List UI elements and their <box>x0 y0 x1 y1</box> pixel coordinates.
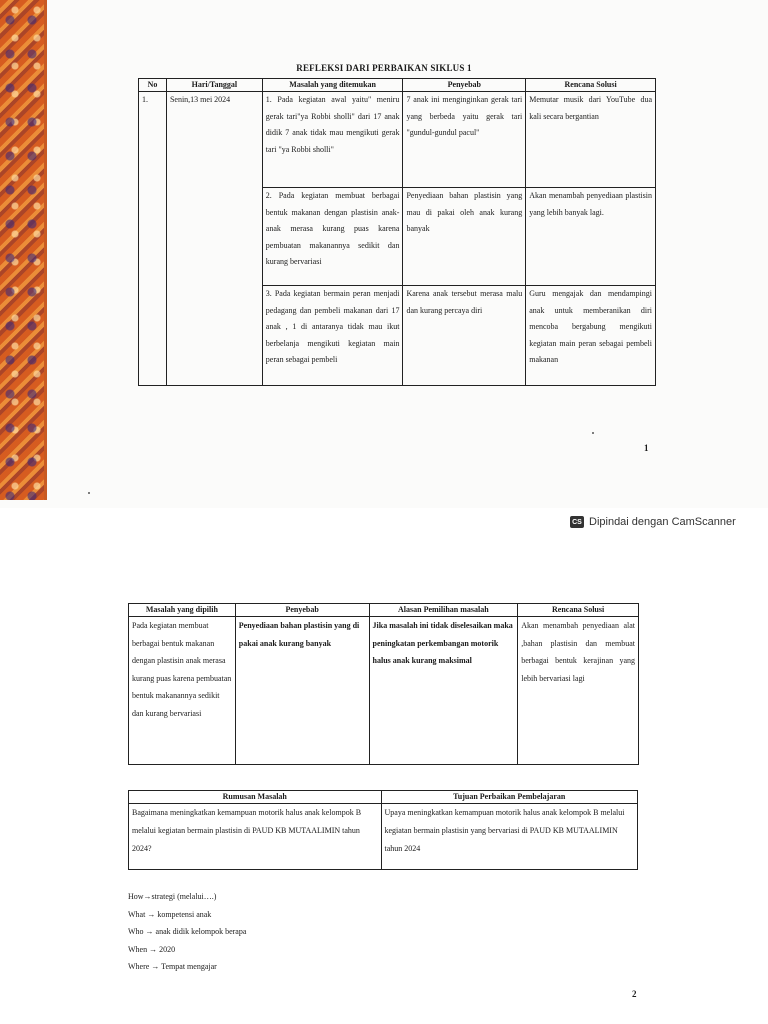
formulation-table <box>128 790 638 870</box>
note-how: How→strategi (melalui….) <box>128 892 217 901</box>
header-cause: Penyebab <box>403 79 526 92</box>
problem-cell: 1. Pada kegiatan awal yaitu" meniru gerak tari"ya Robbi sholli" dari 17 anak didik 7 anak tidak mau mengikuti gerak tari "ya Robbi sholli" <box>262 92 403 188</box>
header-formulation: Rumusan Masalah <box>129 791 382 804</box>
selected-problem-cell: Pada kegiatan membuat berbagai bentuk makanan dengan plastisin anak merasa kurang puas karena pembuatan bentuk makanannya sedikit dan kurang bervariasi <box>129 617 236 765</box>
row-number: 1. <box>139 92 167 386</box>
header-goal: Tujuan Perbaikan Pembelajaran <box>381 791 638 804</box>
table-header-row <box>129 791 638 804</box>
batik-border-image <box>0 0 44 500</box>
camscanner-label: Dipindai dengan CamScanner <box>589 516 736 528</box>
problem-cell: 3. Pada kegiatan bermain peran menjadi pedagang dan pembeli makanan dari 17 anak , 1 di antaranya tidak mau ikut berbelanja mengikuti kegiatan main peran sebagai pembeli <box>262 286 403 386</box>
header-no: No <box>139 79 167 92</box>
speck <box>88 492 90 494</box>
table-row <box>129 804 638 870</box>
speck <box>592 432 594 434</box>
problem-cell: 2. Pada kegiatan membuat berbagai bentuk makanan dengan plastisin anak-anak merasa kurang puas karena pembuatan makanannya sedikit dan kurang bervariasi <box>262 188 403 286</box>
header-problem: Masalah yang ditemukan <box>262 79 403 92</box>
reason-cell: Jika masalah ini tidak diselesaikan maka peningkatan perkembangan motorik halus anak kurang maksimal <box>369 617 518 765</box>
table-header-row <box>129 604 639 617</box>
cause-cell: Karena anak tersebut merasa malu dan kurang percaya diri <box>403 286 526 386</box>
header-selected-problem: Masalah yang dipilih <box>129 604 236 617</box>
camscanner-icon: CS <box>570 516 584 528</box>
scanned-page-1 <box>0 0 768 508</box>
notes-list <box>128 888 246 976</box>
header-solution: Rencana Solusi <box>526 79 656 92</box>
note-where: Where → Tempat mengajar <box>128 962 217 971</box>
page-number: 1 <box>644 443 649 453</box>
solution-cell: Akan menambah penyediaan alat ,bahan plastisin dan membuat berbagai bentuk kerajinan yang lebih bervariasi lagi <box>518 617 639 765</box>
page-edge <box>44 0 47 500</box>
row-date: Senin,13 mei 2024 <box>166 92 262 386</box>
scanned-page-2 <box>0 540 768 1024</box>
table-row <box>139 92 656 188</box>
note-when: When → 2020 <box>128 944 176 954</box>
solution-cell: Akan menambah penyediaan plastisin yang lebih banyak lagi. <box>526 188 656 286</box>
cause-cell: 7 anak ini menginginkan gerak tari yang berbeda yaitu gerak tari "gundul-gundul pacul" <box>403 92 526 188</box>
camscanner-watermark <box>570 516 736 528</box>
header-date: Hari/Tanggal <box>166 79 262 92</box>
solution-cell: Guru mengajak dan mendampingi anak untuk memberanikan diri mencoba bergabung mengikuti kegiatan main peran sebagai pembeli makanan <box>526 286 656 386</box>
goal-cell: Upaya meningkatkan kemampuan motorik halus anak kelompok B melalui kegiatan bermain plastisin yang bervariasi di PAUD KB MUTAALIMIN tahun 2024 <box>381 804 638 870</box>
header-cause: Penyebab <box>235 604 369 617</box>
solution-cell: Memutar musik dari YouTube dua kali secara bergantian <box>526 92 656 188</box>
cause-cell: Penyediaan bahan plastisin yang mau di pakai oleh anak kurang banyak <box>403 188 526 286</box>
selected-problem-table <box>128 603 639 765</box>
note-who: Who → anak didik kelompok berapa <box>128 927 247 936</box>
formulation-cell: Bagaimana meningkatkan kemampuan motorik halus anak kelompok B melalui kegiatan bermain plastisin di PAUD KB MUTAALIMIN tahun 2024? <box>129 804 382 870</box>
table-row <box>129 617 639 765</box>
header-solution: Rencana Solusi <box>518 604 639 617</box>
header-reason: Alasan Pemilihan masalah <box>369 604 518 617</box>
reflection-table <box>138 78 656 386</box>
page-title: REFLEKSI DARI PERBAIKAN SIKLUS 1 <box>296 63 472 73</box>
cause-cell: Penyediaan bahan plastisin yang di pakai anak kurang banyak <box>235 617 369 765</box>
table-header-row <box>139 79 656 92</box>
note-what: What → kompetensi anak <box>128 909 212 919</box>
page-number: 2 <box>632 989 637 999</box>
